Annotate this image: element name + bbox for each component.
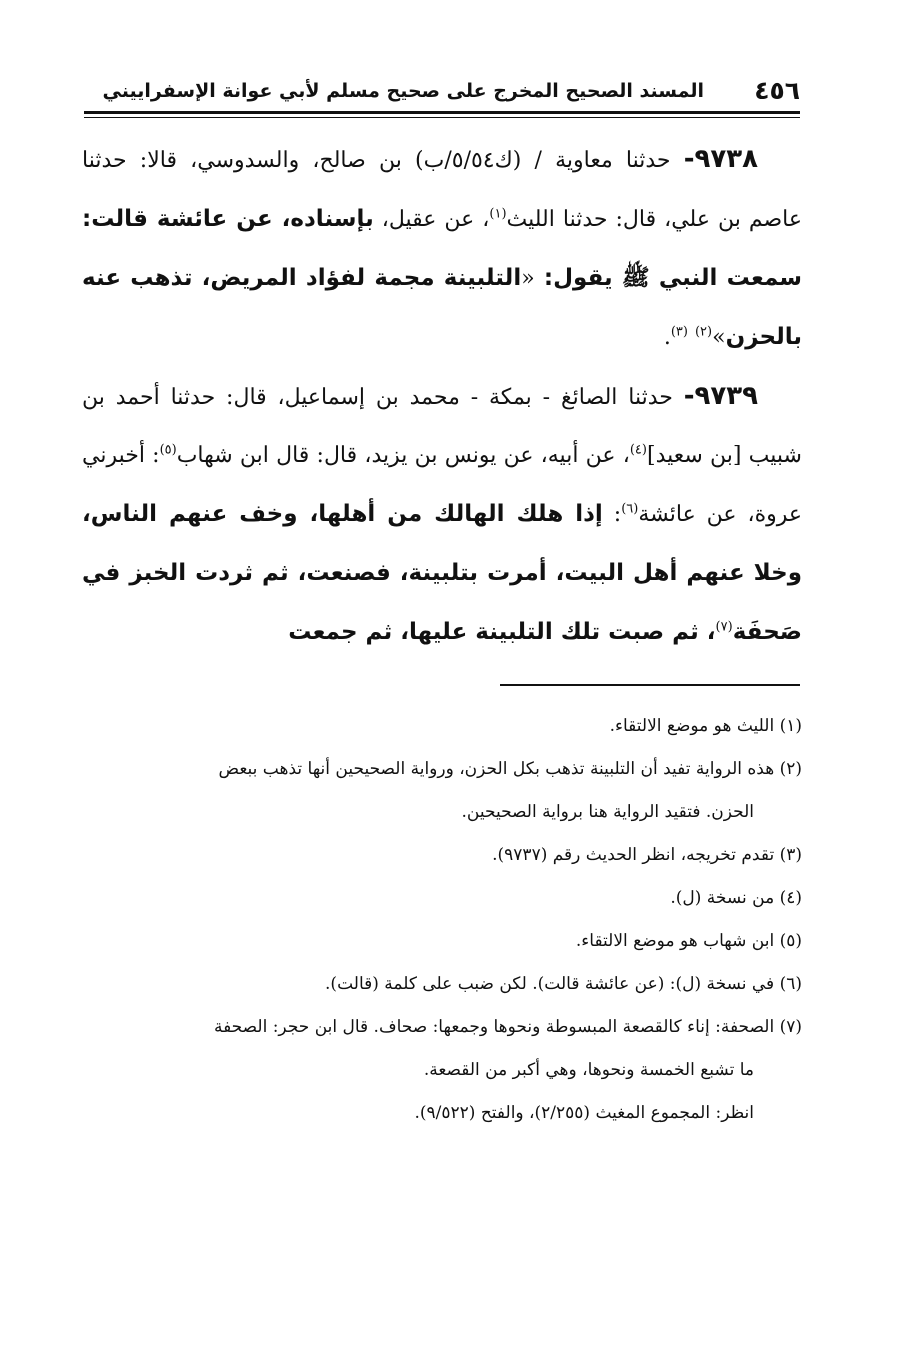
hadith-text: : bbox=[602, 502, 622, 527]
hadith-9738: ​ ٩٧٣٨- حدثنا معاوية / (ك٥/٥٤/ب) بن صالح، والسدوسي، قالا: حدثنا عاصم بن علي، قال: حدثنا الليث$^{(١)}$، عن عقيل، بإسناده، عن عائشة قالت: سمعت النبي ﷺ يقول: «التلبينة مجمة لفؤاد المريض، تذهب عنه بالحزن»$^{(٢)}$ $^{(٣)}$. bbox=[82, 144, 802, 350]
hadith-end: . bbox=[663, 325, 671, 350]
hadith-text-bold: ، ثم صبت تلك التلبينة عليها، ثم جمعت bbox=[288, 619, 716, 645]
footnote-2: (٢) هذه الرواية تفيد أن التلبينة تذهب بكل الحزن، ورواية الصحيحين أنها تذهب ببعض bbox=[218, 759, 802, 779]
footnotes bbox=[82, 705, 802, 1135]
footnote-7: (٧) الصحفة: إناء كالقصعة المبسوطة ونحوها وجمعها: صحاف. قال ابن حجر: الصحفة bbox=[213, 1017, 802, 1037]
quote-close: » bbox=[712, 325, 726, 350]
footnote-6: (٦) في نسخة (ل): (عن عائشة قالت). لكن ضبب على كلمة (قالت). bbox=[325, 974, 802, 994]
page-number: ٤٥٦ bbox=[754, 76, 800, 105]
hadith-dash: - bbox=[683, 144, 695, 174]
footnote-ref: (٤) bbox=[629, 442, 647, 458]
page-header bbox=[84, 74, 800, 110]
hadith-text-bold: إذا هلك الهالك من أهلها، وخف عنهم الناس، وخلا عنهم أهل البيت، أمرت بتلبينة، فصنعت، ثم ثردت الخبز في صَحفَة bbox=[82, 501, 802, 645]
footnote-ref: (١) bbox=[489, 206, 507, 222]
hadith-number: ٩٧٣٩ bbox=[694, 381, 758, 411]
main-text bbox=[82, 130, 802, 662]
footnote-7-reference: انظر: المجموع المغيث (٢/٢٥٥)، والفتح (٩/٥٢٢). bbox=[414, 1103, 754, 1123]
quote-open: « bbox=[521, 266, 535, 291]
hadith-text-bold: التلبينة مجمة لفؤاد المريض، تذهب عنه بالحزن bbox=[82, 265, 802, 350]
hadith-text-bold: بإسناده، عن عائشة قالت: سمعت النبي ﷺ يقول: bbox=[82, 206, 802, 291]
footnote-1: (١) الليث هو موضع الالتقاء. bbox=[609, 716, 802, 736]
running-title: المسند الصحيح المخرج على صحيح مسلم لأبي عوانة الإسفراييني bbox=[102, 80, 704, 102]
header-rule-thin bbox=[84, 117, 800, 118]
footnote-3: (٣) تقدم تخريجه، انظر الحديث رقم (٩٧٣٧). bbox=[492, 845, 802, 865]
hadith-text: حدثنا معاوية / (ك٥/٥٤/ب) بن صالح، والسدوسي، قالا: حدثنا عاصم بن علي، قال: حدثنا الليث bbox=[82, 148, 802, 232]
header-rule-thick bbox=[84, 111, 800, 114]
footnote-ref: (٥) bbox=[159, 442, 177, 458]
hadith-9739: ​ ٩٧٣٩- حدثنا الصائغ - بمكة - محمد بن إسماعيل، قال: حدثنا أحمد بن شبيب [بن سعيد]$^{(٤)}$، عن أبيه، عن يونس بن يزيد، قال: قال ابن شهاب$^{(٥)}$: أخبرني عروة، عن عائشة$^{(٦)}$: إذا هلك الهالك من أهلها، وخف عنهم الناس، وخلا عنهم أهل البيت، أمرت بتلبينة، فصنعت، ثم ثردت الخبز في صَحفَة$^{(٧)}$، ثم صبت تلك التلبينة عليها، ثم جمعت bbox=[82, 381, 802, 645]
footnote-5: (٥) ابن شهاب هو موضع الالتقاء. bbox=[575, 931, 802, 951]
footnote-ref: (٣) bbox=[670, 324, 688, 340]
hadith-text: : أخبرني عروة، عن عائشة bbox=[82, 443, 802, 527]
hadith-dash: - bbox=[683, 381, 695, 411]
footnote-4: (٤) من نسخة (ل). bbox=[670, 888, 802, 908]
footnote-ref: (٢) bbox=[694, 324, 713, 340]
hadith-number: ٩٧٣٨ bbox=[694, 144, 758, 174]
footnote-7-continuation: ما تشبع الخمسة ونحوها، وهي أكبر من القصعة. bbox=[423, 1060, 754, 1080]
hadith-text: ، عن عقيل، bbox=[373, 207, 490, 232]
footnote-separator bbox=[500, 684, 800, 686]
hadith-text: ، عن أبيه، عن يونس بن يزيد، قال: قال ابن شهاب bbox=[176, 443, 630, 468]
footnote-ref: (٧) bbox=[715, 619, 733, 635]
footnote-2-continuation: الحزن. فتقيد الرواية هنا برواية الصحيحين. bbox=[461, 802, 754, 822]
hadith-text: حدثنا الصائغ - بمكة - محمد بن إسماعيل، قال: حدثنا أحمد بن شبيب [بن سعيد] bbox=[82, 385, 802, 468]
footnote-ref: (٦) bbox=[621, 501, 639, 517]
